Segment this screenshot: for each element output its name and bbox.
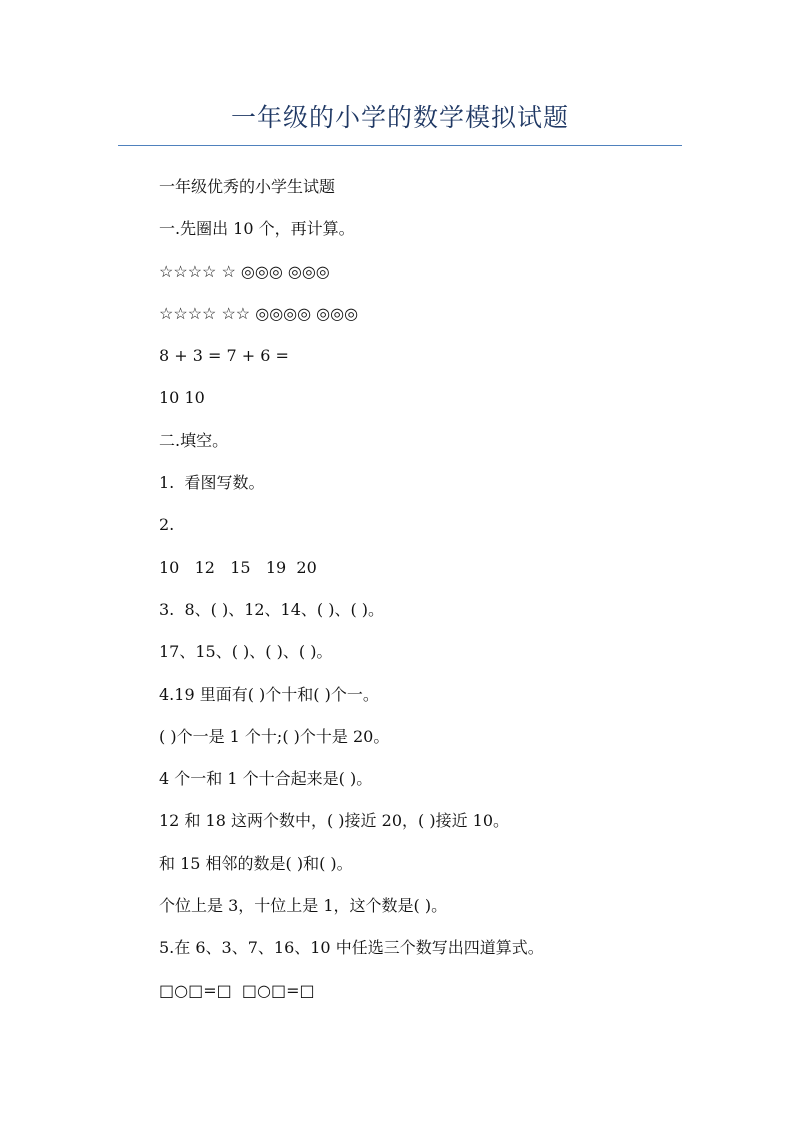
line-equations: 8 + 3 = 7 + 6 = (159, 346, 289, 366)
line-tens: 10 10 (159, 388, 205, 408)
line-number-sequence: 10 12 15 19 20 (159, 557, 317, 577)
line-question-1: 1. 看图写数。 (159, 473, 265, 493)
line-question-4-b: ( )个一是 1 个十;( )个十是 20。 (159, 726, 390, 746)
line-symbols-row-1: ☆☆☆☆ ☆ ◎◎◎ ◎◎◎ (159, 261, 330, 281)
line-question-4-f: 个位上是 3，十位上是 1，这个数是( )。 (159, 896, 448, 916)
line-symbols-row-2: ☆☆☆☆ ☆☆ ◎◎◎◎ ◎◎◎ (159, 303, 359, 323)
title-underline (118, 145, 682, 146)
document-title: 一年级的小学的数学模拟试题 (230, 103, 569, 132)
line-question-2: 2. (159, 515, 175, 535)
line-question-5: 5.在 6、3、7、16、10 中任选三个数写出四道算式。 (159, 938, 544, 958)
line-question-4-d: 12 和 18 这两个数中，( )接近 20，( )接近 10。 (159, 811, 510, 831)
line-question-3-b: 17、15、( )、( )、( )。 (159, 642, 333, 662)
line-section-2-heading: 二.填空。 (159, 430, 229, 450)
line-question-4-c: 4 个一和 1 个十合起来是( )。 (159, 769, 373, 789)
line-question-4: 4.19 里面有( )个十和( )个一。 (159, 684, 379, 704)
line-question-3: 3. 8、( )、12、14、( )、( )。 (159, 599, 385, 619)
line-question-4-e: 和 15 相邻的数是( )和( )。 (159, 853, 353, 873)
line-section-1-heading: 一.先圈出 10 个，再计算。 (159, 219, 355, 239)
line-subtitle: 一年级优秀的小学生试题 (159, 177, 336, 196)
line-formula-boxes: □○□=□ □○□=□ (159, 980, 315, 1000)
document-body (159, 172, 719, 1018)
